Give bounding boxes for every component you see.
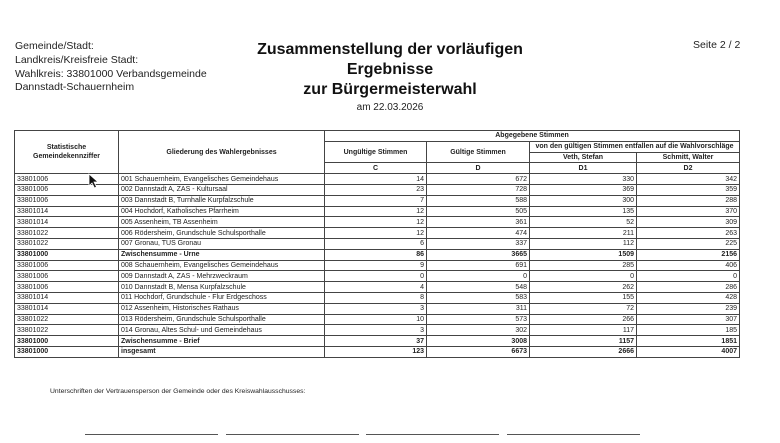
kennziffer-cell: 33801014 <box>15 206 119 217</box>
gueltige-cell: 0 <box>427 271 530 282</box>
candidate-2-cell: 1851 <box>637 336 740 347</box>
candidate-1-cell: 155 <box>530 292 637 303</box>
candidate-1-cell: 369 <box>530 184 637 195</box>
ungueltige-cell: 37 <box>325 336 427 347</box>
gliederung-cell: 004 Hochdorf, Katholisches Pfarrheim <box>119 206 325 217</box>
gueltige-cell: 573 <box>427 314 530 325</box>
gueltige-cell: 474 <box>427 228 530 239</box>
candidate-1-cell: 330 <box>530 174 637 185</box>
gueltige-cell: 302 <box>427 325 530 336</box>
candidate-2-cell: 342 <box>637 174 740 185</box>
table-row-subtotal <box>15 336 740 347</box>
landkreis-label: Landkreis/Kreisfreie Stadt: <box>15 54 139 66</box>
election-date: am 22.03.2026 <box>356 102 424 113</box>
gueltige-cell: 583 <box>427 292 530 303</box>
candidate-2-cell: 307 <box>637 314 740 325</box>
candidate-2-cell: 309 <box>637 217 740 228</box>
gueltige-cell: 588 <box>427 195 530 206</box>
ungueltige-cell: 12 <box>325 228 427 239</box>
candidate-1-cell: 262 <box>530 282 637 293</box>
table-row <box>15 174 740 185</box>
document-title <box>230 40 550 100</box>
kennziffer-cell: 33801014 <box>15 303 119 314</box>
table-row <box>15 260 740 271</box>
gueltige-cell: 6673 <box>427 346 530 357</box>
gliederung-cell: Zwischensumme - Brief <box>119 336 325 347</box>
gueltige-cell: 728 <box>427 184 530 195</box>
table-row <box>15 292 740 303</box>
table-row-subtotal <box>15 346 740 357</box>
gliederung-cell: 012 Assenheim, Historisches Rathaus <box>119 303 325 314</box>
table-row <box>15 282 740 293</box>
table-row <box>15 217 740 228</box>
candidate-1-cell: 72 <box>530 303 637 314</box>
kennziffer-cell: 33801022 <box>15 238 119 249</box>
gueltige-cell: 3008 <box>427 336 530 347</box>
candidate-1-cell: 2666 <box>530 346 637 357</box>
signature-line <box>507 434 640 435</box>
kennziffer-cell: 33801014 <box>15 292 119 303</box>
gliederung-cell: 003 Dannstadt B, Turnhalle Kurpfalzschule <box>119 195 325 206</box>
gliederung-cell: 001 Schauernheim, Evangelisches Gemeindehaus <box>119 174 325 185</box>
header-code-d1: D1 <box>530 163 637 174</box>
ungueltige-cell: 123 <box>325 346 427 357</box>
candidate-2-cell: 406 <box>637 260 740 271</box>
table-row-subtotal <box>15 249 740 260</box>
candidate-2-cell: 185 <box>637 325 740 336</box>
candidate-1-cell: 266 <box>530 314 637 325</box>
gliederung-cell: 014 Gronau, Altes Schul- und Gemeindehaus <box>119 325 325 336</box>
header-candidate-1: Veth, Stefan <box>530 152 637 163</box>
title-line-1: Zusammenstellung der vorläufigen <box>257 41 523 58</box>
candidate-2-cell: 359 <box>637 184 740 195</box>
title-line-3: zur Bürgermeisterwahl <box>303 81 477 98</box>
candidate-2-cell: 263 <box>637 228 740 239</box>
kennziffer-cell: 33801000 <box>15 336 119 347</box>
candidate-1-cell: 135 <box>530 206 637 217</box>
gliederung-cell: 011 Hochdorf, Grundschule - Flur Erdgeschoss <box>119 292 325 303</box>
ungueltige-cell: 7 <box>325 195 427 206</box>
gueltige-cell: 337 <box>427 238 530 249</box>
candidate-1-cell: 112 <box>530 238 637 249</box>
gemeinde-label: Gemeinde/Stadt: <box>15 40 94 52</box>
candidate-1-cell: 1157 <box>530 336 637 347</box>
table-row <box>15 228 740 239</box>
header-left <box>15 39 207 93</box>
signature-line <box>226 434 359 435</box>
page-number: Seite 2 / 2 <box>693 39 741 51</box>
gueltige-cell: 3665 <box>427 249 530 260</box>
candidate-1-cell: 285 <box>530 260 637 271</box>
wahlkreis-line-2: Dannstadt-Schauernheim <box>15 81 135 93</box>
kennziffer-cell: 33801006 <box>15 271 119 282</box>
gueltige-cell: 505 <box>427 206 530 217</box>
header-entfallen: von den gültigen Stimmen entfallen auf die Wahlvorschläge <box>530 141 740 152</box>
table-row <box>15 184 740 195</box>
table-row <box>15 303 740 314</box>
candidate-1-cell: 0 <box>530 271 637 282</box>
gueltige-cell: 672 <box>427 174 530 185</box>
mouse-pointer-icon <box>88 173 100 189</box>
ungueltige-cell: 0 <box>325 271 427 282</box>
candidate-2-cell: 4007 <box>637 346 740 357</box>
gliederung-cell: 013 Rödersheim, Grundschule Schulsporthalle <box>119 314 325 325</box>
gueltige-cell: 548 <box>427 282 530 293</box>
signature-label: Unterschriften der Vertrauensperson der Gemeinde oder des Kreiswahlausschusses: <box>50 388 306 395</box>
kennziffer-cell: 33801000 <box>15 249 119 260</box>
candidate-2-cell: 428 <box>637 292 740 303</box>
candidate-2-cell: 370 <box>637 206 740 217</box>
gliederung-cell: 010 Dannstadt B, Mensa Kurpfalzschule <box>119 282 325 293</box>
candidate-2-cell: 225 <box>637 238 740 249</box>
header-code-d: D <box>427 163 530 174</box>
header-candidate-2: Schmitt, Walter <box>637 152 740 163</box>
table-row <box>15 195 740 206</box>
ungueltige-cell: 10 <box>325 314 427 325</box>
table-row <box>15 271 740 282</box>
table-row <box>15 238 740 249</box>
kennziffer-cell: 33801022 <box>15 228 119 239</box>
wahlkreis-line-1: Wahlkreis: 33801000 Verbandsgemeinde <box>15 68 207 80</box>
signature-line <box>366 434 499 435</box>
kennziffer-cell: 33801006 <box>15 282 119 293</box>
header-abgegebene: Abgegebene Stimmen <box>325 131 740 142</box>
gliederung-cell: insgesamt <box>119 346 325 357</box>
gueltige-cell: 311 <box>427 303 530 314</box>
kennziffer-cell: 33801022 <box>15 314 119 325</box>
candidate-1-cell: 52 <box>530 217 637 228</box>
gliederung-cell: 005 Assenheim, TB Assenheim <box>119 217 325 228</box>
candidate-1-cell: 211 <box>530 228 637 239</box>
kennziffer-cell: 33801006 <box>15 184 119 195</box>
results-table <box>14 130 740 358</box>
header-gliederung: Gliederung des Wahlergebnisses <box>119 131 325 174</box>
gueltige-cell: 691 <box>427 260 530 271</box>
ungueltige-cell: 6 <box>325 238 427 249</box>
table-row <box>15 314 740 325</box>
candidate-2-cell: 2156 <box>637 249 740 260</box>
header-gueltige: Gültige Stimmen <box>427 141 530 163</box>
signature-line <box>85 434 218 435</box>
gliederung-cell: 007 Gronau, TUS Gronau <box>119 238 325 249</box>
title-line-2: Ergebnisse <box>346 60 434 78</box>
candidate-1-cell: 117 <box>530 325 637 336</box>
gliederung-cell: 006 Rödersheim, Grundschule Schulsporthalle <box>119 228 325 239</box>
ungueltige-cell: 23 <box>325 184 427 195</box>
header-ungueltige: Ungültige Stimmen <box>325 141 427 163</box>
header-code-d2: D2 <box>637 163 740 174</box>
kennziffer-cell: 33801006 <box>15 174 119 185</box>
ungueltige-cell: 4 <box>325 282 427 293</box>
gliederung-cell: 009 Dannstadt A, ZAS - Mehrzweckraum <box>119 271 325 282</box>
ungueltige-cell: 3 <box>325 303 427 314</box>
kennziffer-cell: 33801006 <box>15 260 119 271</box>
candidate-2-cell: 288 <box>637 195 740 206</box>
ungueltige-cell: 9 <box>325 260 427 271</box>
ungueltige-cell: 8 <box>325 292 427 303</box>
table-row <box>15 206 740 217</box>
candidate-2-cell: 286 <box>637 282 740 293</box>
candidate-2-cell: 0 <box>637 271 740 282</box>
ungueltige-cell: 86 <box>325 249 427 260</box>
ungueltige-cell: 3 <box>325 325 427 336</box>
candidate-1-cell: 1509 <box>530 249 637 260</box>
header-code-c: C <box>325 163 427 174</box>
kennziffer-cell: 33801006 <box>15 195 119 206</box>
candidate-2-cell: 239 <box>637 303 740 314</box>
gliederung-cell: Zwischensumme - Urne <box>119 249 325 260</box>
ungueltige-cell: 12 <box>325 206 427 217</box>
candidate-1-cell: 300 <box>530 195 637 206</box>
gueltige-cell: 361 <box>427 217 530 228</box>
kennziffer-cell: 33801014 <box>15 217 119 228</box>
ungueltige-cell: 12 <box>325 217 427 228</box>
ungueltige-cell: 14 <box>325 174 427 185</box>
table-row <box>15 325 740 336</box>
header-kennziffer: Statistische Gemeindekennziffer <box>15 131 119 174</box>
gliederung-cell: 002 Dannstadt A, ZAS - Kultursaal <box>119 184 325 195</box>
kennziffer-cell: 33801000 <box>15 346 119 357</box>
gliederung-cell: 008 Schauernheim, Evangelisches Gemeindehaus <box>119 260 325 271</box>
kennziffer-cell: 33801022 <box>15 325 119 336</box>
